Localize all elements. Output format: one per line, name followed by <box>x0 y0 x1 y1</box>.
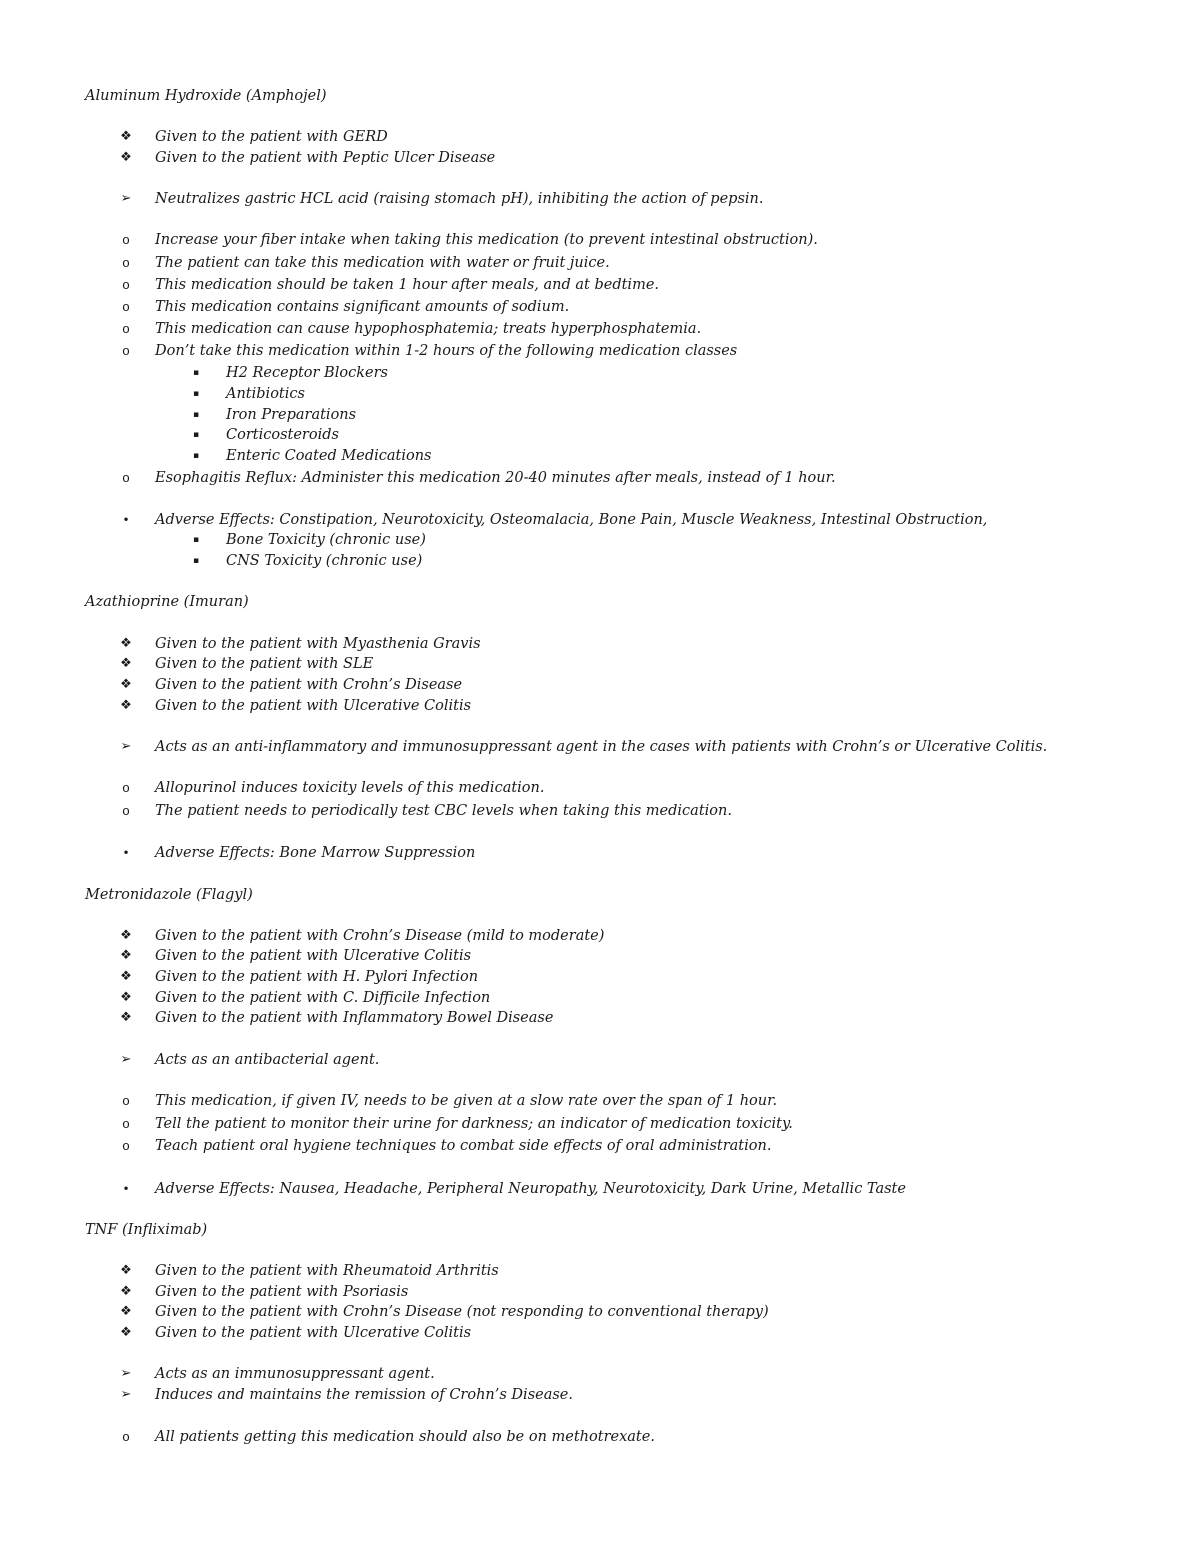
section-heading: TNF (Infliximab) <box>85 1222 208 1238</box>
list-item-text: This medication, if given IV, needs to be given at a slow rate over the span of 1 hour. <box>155 1093 778 1109</box>
list-item-text: Given to the patient with GERD <box>155 129 388 145</box>
diamond-bullet-icon: ❖ <box>120 1325 132 1340</box>
list-item-text: Iron Preparations <box>226 407 357 423</box>
bullet-bullet-icon: • <box>122 1182 130 1196</box>
square-bullet-icon: ▪ <box>192 410 200 420</box>
circle-bullet-icon: o <box>122 299 130 314</box>
arrow-bullet-icon: ➢ <box>120 739 132 754</box>
list-item-text: Increase your fiber intake when taking this medication (to prevent intestinal obstruction). <box>155 232 818 248</box>
diamond-bullet-icon: ❖ <box>120 1010 132 1025</box>
list-item-text: Teach patient oral hygiene techniques to combat side effects of oral administration. <box>155 1138 772 1154</box>
diamond-bullet-icon: ❖ <box>120 1263 132 1278</box>
list-item-text: Given to the patient with Myasthenia Gravis <box>155 636 481 652</box>
list-item-text: Esophagitis Reflux: Administer this medication 20-40 minutes after meals, instead of 1 hour. <box>155 470 836 486</box>
diamond-bullet-icon: ❖ <box>120 129 132 144</box>
arrow-bullet-icon: ➢ <box>120 1387 132 1402</box>
diamond-bullet-icon: ❖ <box>120 1304 132 1319</box>
list-item-text: Tell the patient to monitor their urine for darkness; an indicator of medication toxicity. <box>155 1116 793 1132</box>
diamond-bullet-icon: ❖ <box>120 948 132 963</box>
diamond-bullet-icon: ❖ <box>120 636 132 651</box>
arrow-bullet-icon: ➢ <box>120 1052 132 1067</box>
list-item-text: The patient needs to periodically test CBC levels when taking this medication. <box>155 803 732 819</box>
list-item-text: Neutralizes gastric HCL acid (raising stomach pH), inhibiting the action of pepsin. <box>155 191 764 207</box>
diamond-bullet-icon: ❖ <box>120 677 132 692</box>
list-item-text: Enteric Coated Medications <box>226 448 432 464</box>
list-item-text: All patients getting this medication should also be on methotrexate. <box>155 1429 655 1445</box>
list-item-text: Given to the patient with Crohn’s Disease (not responding to conventional therapy) <box>155 1304 769 1320</box>
diamond-bullet-icon: ❖ <box>120 969 132 984</box>
arrow-bullet-icon: ➢ <box>120 191 132 206</box>
square-bullet-icon: ▪ <box>192 556 200 566</box>
list-item-text: Given to the patient with Inflammatory Bowel Disease <box>155 1010 554 1026</box>
list-item-text: This medication can cause hypophosphatemia; treats hyperphosphatemia. <box>155 321 702 337</box>
circle-bullet-icon: o <box>122 343 130 358</box>
circle-bullet-icon: o <box>122 1093 130 1108</box>
list-item-text: Acts as an immunosuppressant agent. <box>155 1366 435 1382</box>
square-bullet-icon: ▪ <box>192 430 200 440</box>
list-item-text: Given to the patient with Ulcerative Colitis <box>155 1325 472 1341</box>
list-item-text: Corticosteroids <box>226 427 339 443</box>
diamond-bullet-icon: ❖ <box>120 928 132 943</box>
diamond-bullet-icon: ❖ <box>120 1284 132 1299</box>
section-heading: Metronidazole (Flagyl) <box>85 887 253 903</box>
diamond-bullet-icon: ❖ <box>120 656 132 671</box>
list-item-text: H2 Receptor Blockers <box>226 365 388 381</box>
list-item-text: Given to the patient with Ulcerative Colitis <box>155 698 472 714</box>
list-item-text: Acts as an antibacterial agent. <box>155 1052 380 1068</box>
square-bullet-icon: ▪ <box>192 451 200 461</box>
square-bullet-icon: ▪ <box>192 535 200 545</box>
circle-bullet-icon: o <box>122 277 130 292</box>
circle-bullet-icon: o <box>122 255 130 270</box>
arrow-bullet-icon: ➢ <box>120 1366 132 1381</box>
list-item-text: Adverse Effects: Nausea, Headache, Peripheral Neuropathy, Neurotoxicity, Dark Urine, Metallic Taste <box>155 1181 906 1197</box>
list-item-text: Given to the patient with C. Difficile Infection <box>155 990 491 1006</box>
list-item-text: Given to the patient with SLE <box>155 656 374 672</box>
list-item-text: Antibiotics <box>226 386 305 402</box>
circle-bullet-icon: o <box>122 1138 130 1153</box>
list-item-text: Adverse Effects: Bone Marrow Suppression <box>155 845 476 861</box>
list-item-text: Don’t take this medication within 1-2 hours of the following medication classes <box>155 343 738 359</box>
list-item-text: Given to the patient with Ulcerative Colitis <box>155 948 472 964</box>
square-bullet-icon: ▪ <box>192 389 200 399</box>
circle-bullet-icon: o <box>122 780 130 795</box>
list-item-text: CNS Toxicity (chronic use) <box>226 553 423 569</box>
list-item-text: Given to the patient with Crohn’s Disease <box>155 677 463 693</box>
list-item-text: Given to the patient with Crohn’s Disease (mild to moderate) <box>155 928 605 944</box>
diamond-bullet-icon: ❖ <box>120 990 132 1005</box>
list-item-text: Acts as an anti-inflammatory and immunosuppressant agent in the cases with patients with Crohn’s or Ulcerative Colitis. <box>155 739 1048 755</box>
circle-bullet-icon: o <box>122 1429 130 1444</box>
circle-bullet-icon: o <box>122 470 130 485</box>
section-heading: Azathioprine (Imuran) <box>85 594 249 610</box>
circle-bullet-icon: o <box>122 321 130 336</box>
section-heading: Aluminum Hydroxide (Amphojel) <box>85 88 327 104</box>
list-item-text: Allopurinol induces toxicity levels of this medication. <box>155 780 545 796</box>
list-item-text: Given to the patient with H. Pylori Infection <box>155 969 479 985</box>
list-item-text: Induces and maintains the remission of Crohn’s Disease. <box>155 1387 573 1403</box>
square-bullet-icon: ▪ <box>192 368 200 378</box>
circle-bullet-icon: o <box>122 803 130 818</box>
list-item-text: Bone Toxicity (chronic use) <box>226 532 426 548</box>
list-item-text: The patient can take this medication with water or fruit juice. <box>155 255 610 271</box>
bullet-bullet-icon: • <box>122 846 130 860</box>
circle-bullet-icon: o <box>122 232 130 247</box>
list-item-text: Given to the patient with Rheumatoid Arthritis <box>155 1263 499 1279</box>
diamond-bullet-icon: ❖ <box>120 698 132 713</box>
diamond-bullet-icon: ❖ <box>120 150 132 165</box>
list-item-text: Adverse Effects: Constipation, Neurotoxicity, Osteomalacia, Bone Pain, Muscle Weakness, Intestinal Obstruction, <box>155 512 988 528</box>
list-item-text: Given to the patient with Psoriasis <box>155 1284 409 1300</box>
list-item-text: This medication should be taken 1 hour after meals, and at bedtime. <box>155 277 660 293</box>
bullet-bullet-icon: • <box>122 513 130 527</box>
list-item-text: This medication contains significant amounts of sodium. <box>155 299 570 315</box>
list-item-text: Given to the patient with Peptic Ulcer Disease <box>155 150 496 166</box>
circle-bullet-icon: o <box>122 1116 130 1131</box>
